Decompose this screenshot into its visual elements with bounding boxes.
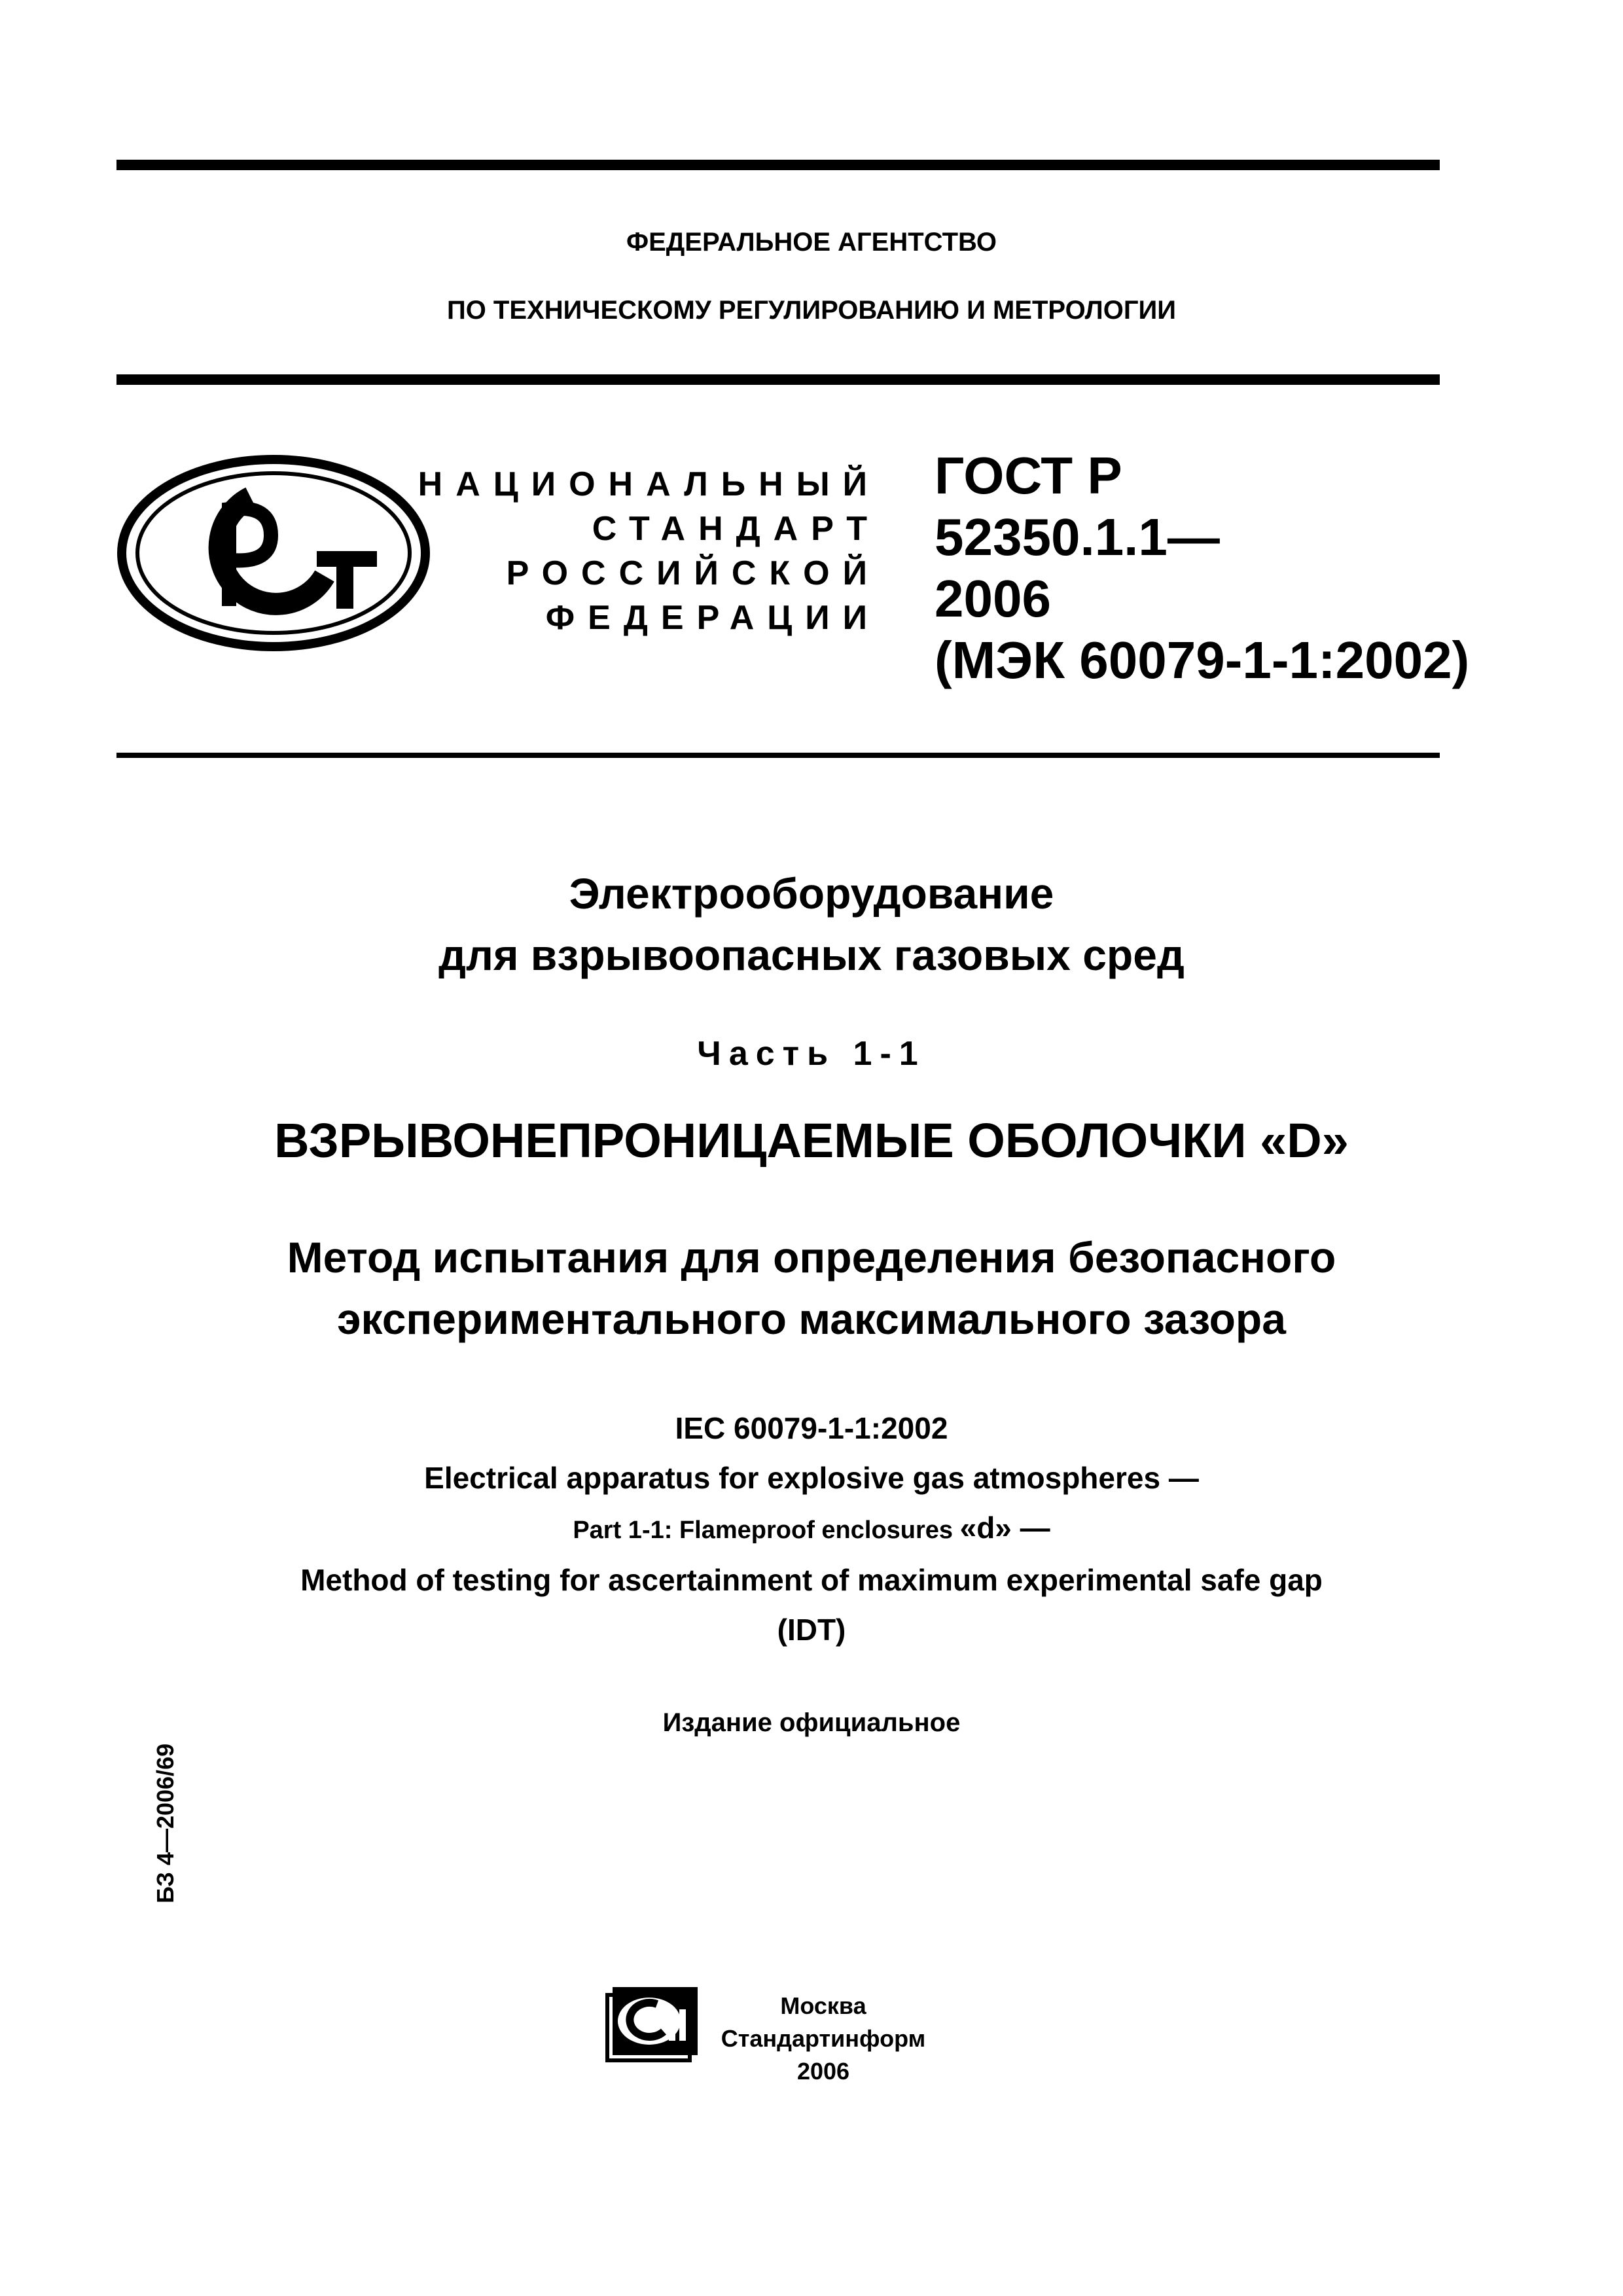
national-standard-label	[383, 462, 880, 640]
publisher-name: Стандартинформ	[721, 2025, 926, 2052]
iec-block	[0, 1403, 1623, 1655]
iec-title-line-2	[0, 1503, 1623, 1555]
national-line-1: НАЦИОНАЛЬНЫЙ	[418, 465, 880, 503]
publisher-city: Москва	[780, 1992, 866, 2019]
gost-line-3: 2006	[935, 569, 1051, 628]
iec-title-line-3: Method of testing for ascertainment of maximum experimental safe gap	[300, 1563, 1323, 1597]
iec-code: IEC 60079-1-1:2002	[675, 1411, 948, 1445]
gost-line-1: ГОСТ Р	[935, 446, 1122, 505]
national-line-2: СТАНДАРТ	[592, 510, 880, 548]
iec-d-mark: «d»	[959, 1511, 1012, 1545]
standard-rule	[116, 753, 1440, 758]
main-title: ВЗРЫВОНЕПРОНИЦАЕМЫЕ ОБОЛОЧКИ «D»	[274, 1113, 1349, 1168]
iec-idt: (IDT)	[777, 1613, 846, 1647]
top-rule	[116, 160, 1440, 170]
subtitle-line-1: Метод испытания для определения безопасного	[287, 1233, 1336, 1282]
standartinform-emblem-icon	[603, 1983, 702, 2064]
publisher-year: 2006	[796, 2058, 850, 2085]
part-number: Часть 1-1	[697, 1035, 926, 1073]
iec-part-prefix: Part 1-1: Flameproof enclosures	[573, 1516, 960, 1544]
national-line-4: ФЕДЕРАЦИИ	[545, 599, 880, 637]
gost-line-4: (МЭК 60079-1-1:2002)	[935, 631, 1470, 689]
iec-title-line-1: Electrical apparatus for explosive gas atmospheres —	[424, 1461, 1199, 1495]
publisher-info	[719, 1990, 928, 2088]
subtitle-line-2: экспериментального максимального зазора	[337, 1295, 1286, 1343]
agency-line-2: ПО ТЕХНИЧЕСКОМУ РЕГУЛИРОВАНИЮ И МЕТРОЛОГИИ	[446, 296, 1177, 325]
title-line-1: Электрооборудование	[569, 869, 1054, 918]
iec-part-suffix: —	[1011, 1511, 1050, 1545]
gost-designation	[935, 445, 1469, 691]
edition-label: Издание официальное	[662, 1708, 961, 1737]
side-code: БЗ 4—2006/69	[152, 1743, 179, 1903]
gost-line-2: 52350.1.1—	[935, 508, 1220, 566]
title-line-2: для взрывоопасных газовых сред	[438, 931, 1185, 979]
national-line-3: РОССИЙСКОЙ	[506, 554, 880, 592]
agency-rule	[116, 374, 1440, 385]
agency-line-1: ФЕДЕРАЛЬНОЕ АГЕНТСТВО	[626, 228, 997, 257]
